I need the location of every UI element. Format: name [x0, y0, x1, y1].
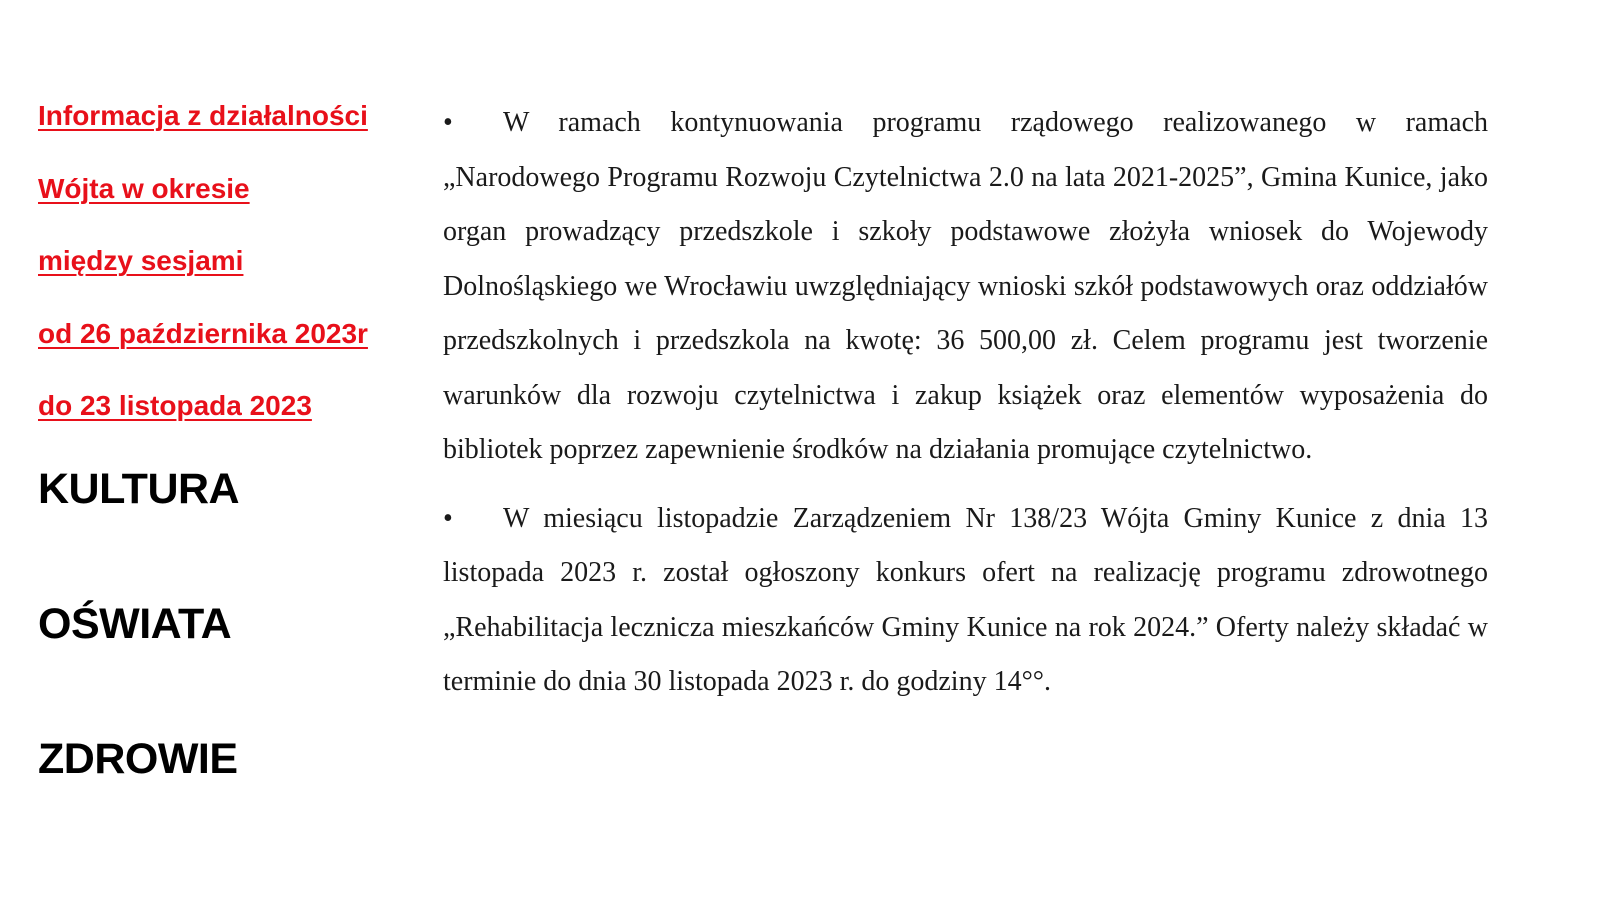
heading-oswiata: OŚWIATA: [38, 600, 232, 648]
info-title-line-1: Informacja z działalności: [38, 100, 368, 131]
heading-zdrowie: ZDROWIE: [38, 735, 238, 783]
main-content: [443, 96, 1488, 710]
paragraph-health-program: [443, 492, 1488, 710]
bullet-icon: •: [443, 107, 453, 138]
info-date-from: od 26 października 2023r: [38, 317, 368, 349]
sidebar: [38, 100, 408, 783]
heading-kultura: KULTURA: [38, 465, 240, 513]
paragraph-text: W ramach kontynuowania programu rządowego realizowanego w ramach „Narodowego Programu Rozwoju Czytelnictwa 2.0 na lata 2021-2025”, Gmina Kunice, jako organ prowadzący przedszkole i szkoły podstawowe złożyła wniosek do Wojewody Dolnośląskiego we Wrocławiu uwzględniający wnioski szkół podstawowych oraz oddziałów przedszkolnych i przedszkola na kwotę: 36 500,00 zł. Celem programu jest tworzenie warunków dla rozwoju czytelnictwa i zakup książek oraz elementów wyposażenia do bibliotek poprzez zapewnienie środków na działania promujące czytelnictwo.: [443, 107, 1488, 465]
paragraph-reading-program: [443, 96, 1488, 478]
paragraph-text: W miesiącu listopadzie Zarządzeniem Nr 138/23 Wójta Gminy Kunice z dnia 13 listopada 2023 r. został ogłoszony konkurs ofert na realizację programu zdrowotnego „Rehabilitacja lecznicza mieszkańców Gminy Kunice na rok 2024.” Oferty należy składać w terminie do dnia 30 listopada 2023 r. do godziny 14°°.: [443, 502, 1488, 697]
bullet-icon: •: [443, 502, 453, 534]
info-title-line-2: Wójta w okresie: [38, 172, 250, 204]
info-period-block: [38, 80, 408, 443]
info-title-line-3: między sesjami: [38, 245, 244, 276]
info-date-to: do 23 listopada 2023: [38, 390, 312, 421]
